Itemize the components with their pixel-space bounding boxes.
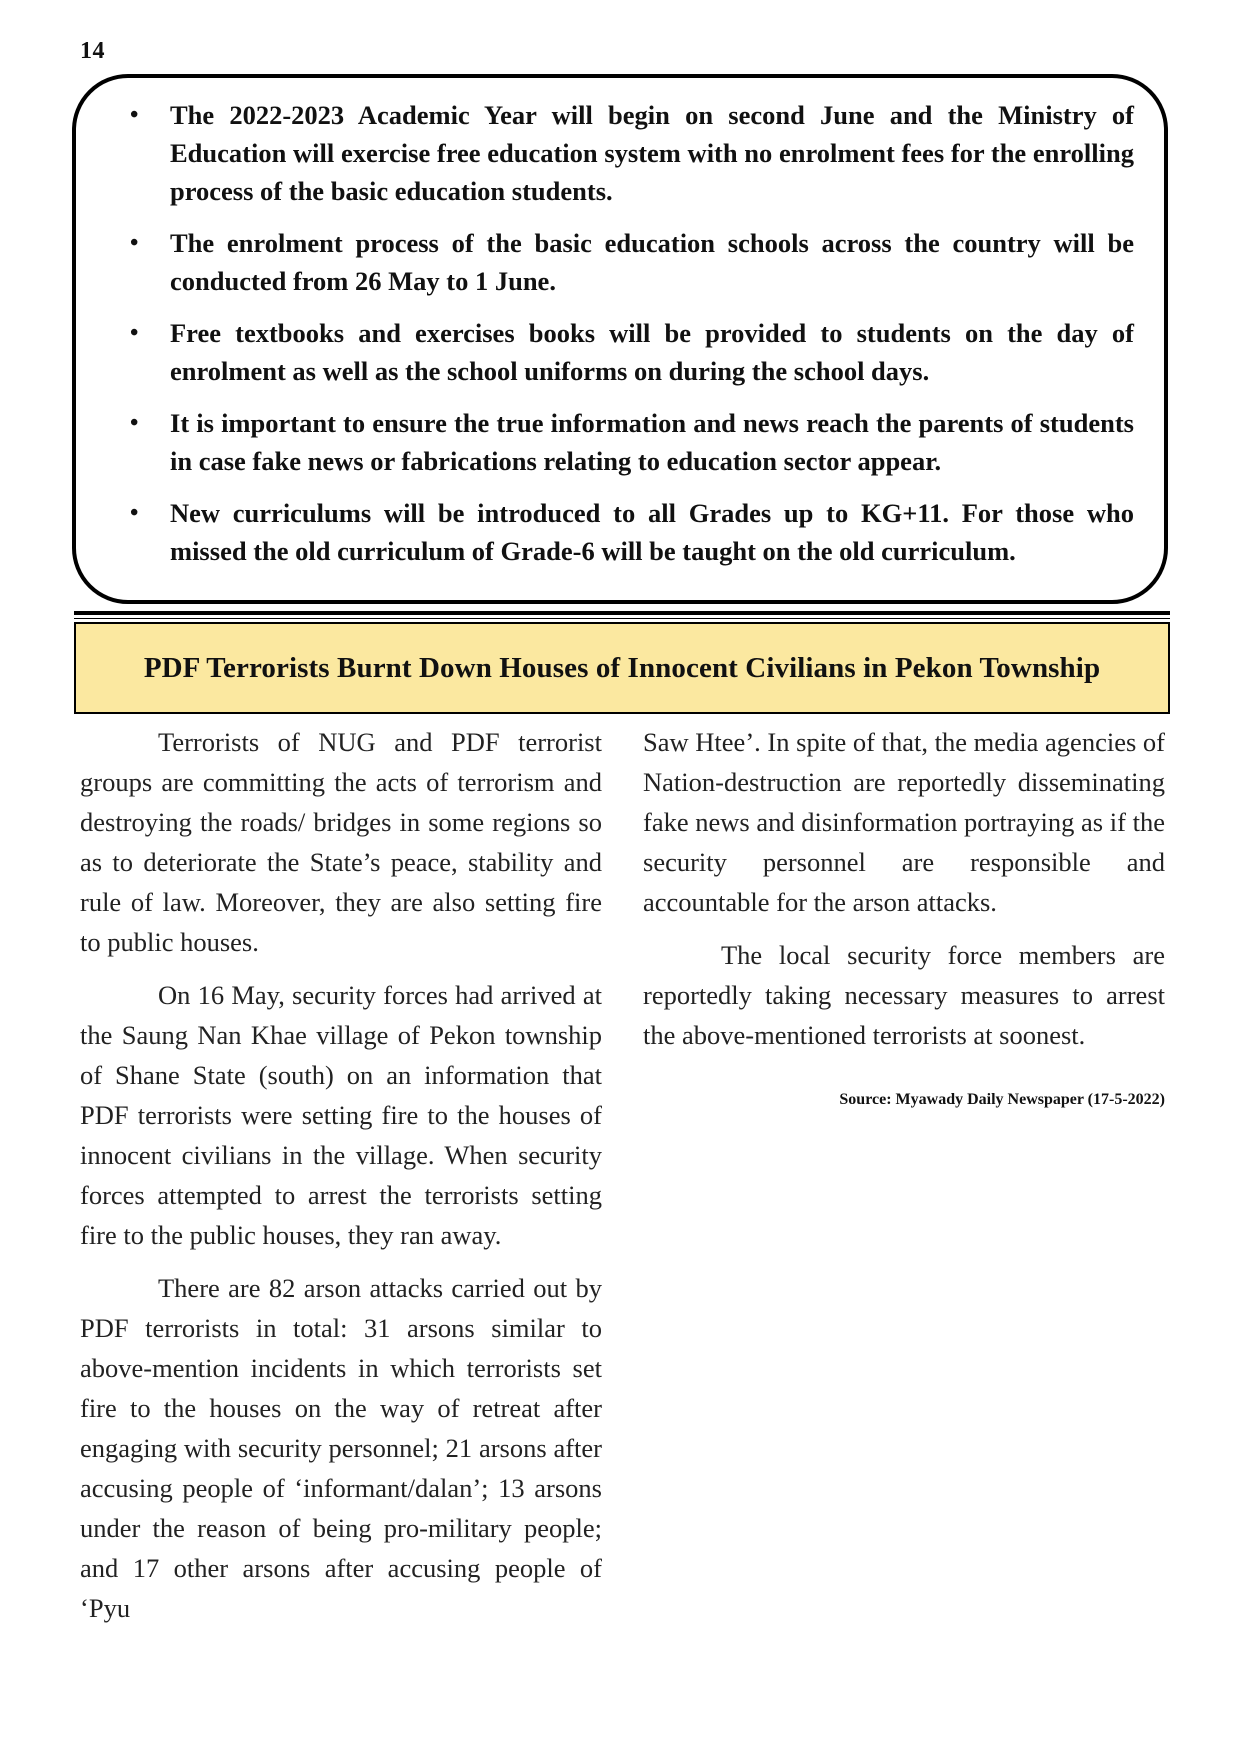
article-source: Source: Myawady Daily Newspaper (17-5-2022)	[839, 1091, 1165, 1108]
article-paragraph: On 16 May, security forces had arrived at the Saung Nan Khae village of Pekon township of Shane State (south) on an information that PDF terrorists were setting fire to the houses of innocent civilians in the village. When security forces attempted to arrest the terrorists setting fire to the public houses, they ran away.	[80, 980, 602, 1250]
highlight-text: Free textbooks and exercises books will be provided to students on the day of enrolment as well as the school uniforms on during the school days.	[170, 318, 1134, 386]
bullet-icon: •	[130, 230, 139, 256]
article-paragraph: Terrorists of NUG and PDF terrorist groups are committing the acts of terrorism and destroying the roads/ bridges in some regions so as to deteriorate the State’s peace, stability and rule of law. Moreover, they are also setting fire to public houses.	[80, 727, 602, 957]
bullet-icon: •	[130, 410, 139, 436]
highlight-item	[104, 494, 1134, 570]
article-paragraph: There are 82 arson attacks carried out by PDF terrorists in total: 31 arsons similar to above-mention incidents in which terrorists set fire to the houses on the way of retreat after engaging with security personnel; 21 arsons after accusing people of ‘informant/dalan’; 13 arsons under the reason of being pro-military people; and 17 other arsons after accusing people of ‘Pyu	[80, 1273, 602, 1623]
highlights-list	[104, 96, 1134, 570]
highlight-item	[104, 224, 1134, 300]
highlight-text: The enrolment process of the basic education schools across the country will be conducted from 26 May to 1 June.	[170, 228, 1134, 296]
section-divider-thin	[74, 618, 1170, 619]
education-highlights-box	[72, 74, 1168, 604]
bullet-icon: •	[130, 102, 139, 128]
highlight-item	[104, 96, 1134, 210]
bullet-icon: •	[130, 320, 139, 346]
highlight-text: New curriculums will be introduced to all Grades up to KG+11. For those who missed the old curriculum of Grade-6 will be taught on the old curriculum.	[170, 498, 1134, 566]
article-paragraph: The local security force members are reportedly taking necessary measures to arrest the above-mentioned terrorists at soonest.	[643, 940, 1165, 1050]
section-divider-thick	[74, 611, 1170, 615]
page-number: 14	[80, 38, 105, 64]
bullet-icon: •	[130, 500, 139, 526]
highlight-text: It is important to ensure the true information and news reach the parents of students in case fake news or fabrications relating to education sector appear.	[170, 408, 1134, 476]
highlight-item	[104, 314, 1134, 390]
article-headline: PDF Terrorists Burnt Down Houses of Innocent Civilians in Pekon Township	[143, 651, 1101, 684]
article-paragraph: Saw Htee’. In spite of that, the media agencies of Nation-destruction are reportedly disseminating fake news and disinformation portraying as if the security personnel are responsible and accountable for the arson attacks.	[643, 727, 1165, 917]
article-column-left	[80, 722, 602, 1641]
highlight-text: The 2022-2023 Academic Year will begin on second June and the Ministry of Education will exercise free education system with no enrolment fees for the enrolling process of the basic education students.	[170, 100, 1134, 206]
article-headline-banner	[74, 622, 1170, 714]
article-column-right	[643, 722, 1165, 1124]
highlight-item	[104, 404, 1134, 480]
